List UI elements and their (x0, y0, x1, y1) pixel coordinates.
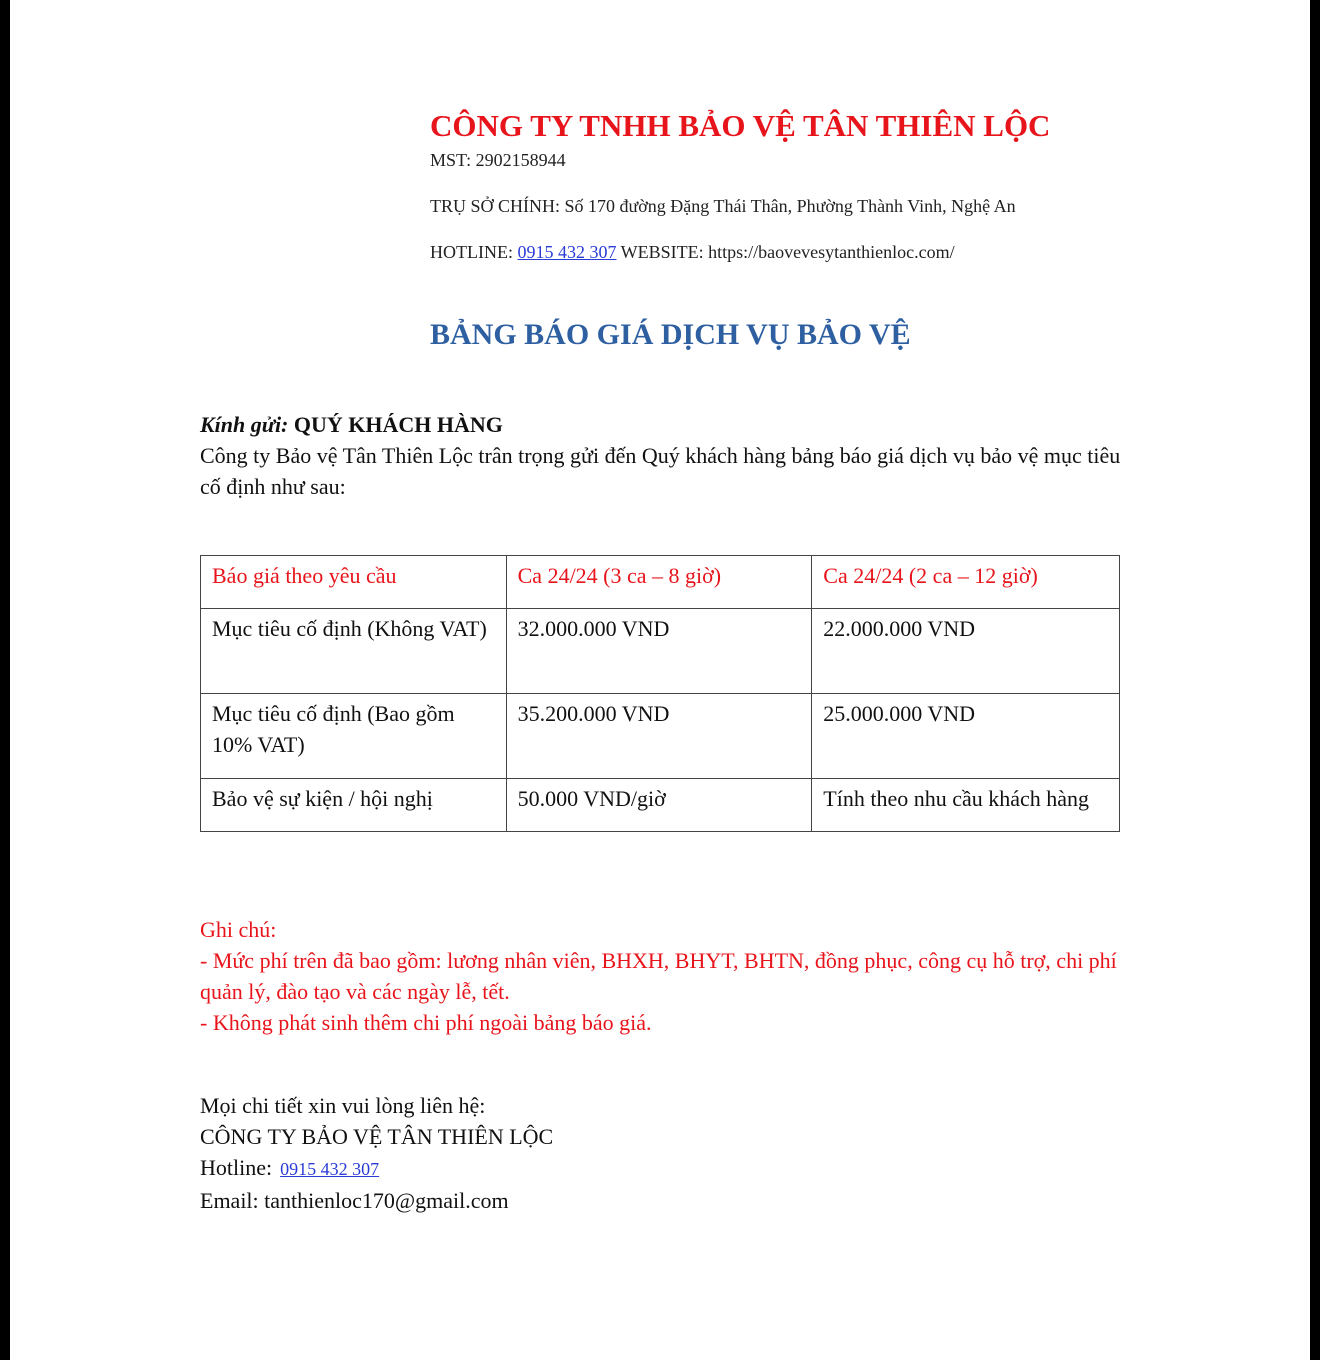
table-cell: 32.000.000 VND (506, 609, 812, 694)
table-header-cell: Ca 24/24 (2 ca – 12 giờ) (812, 556, 1120, 609)
table-cell: Tính theo nhu cầu khách hàng (812, 779, 1120, 832)
contact-email-value: tanthienloc170@gmail.com (264, 1188, 509, 1213)
contact-section (200, 1090, 553, 1216)
notes-section (200, 914, 1140, 1038)
greeting-label: Kính gửi: (200, 412, 289, 437)
table-row (201, 694, 1120, 779)
hotline-link[interactable]: 0915 432 307 (517, 242, 617, 262)
tax-code-label: MST: (430, 150, 472, 170)
contact-hotline-line (200, 1152, 553, 1185)
table-cell: 25.000.000 VND (812, 694, 1120, 779)
contact-hotline-link[interactable]: 0915 432 307 (280, 1159, 380, 1179)
table-cell: Mục tiêu cố định (Không VAT) (201, 609, 507, 694)
company-name: CÔNG TY TNHH BẢO VỆ TÂN THIÊN LỘC (430, 108, 1051, 143)
document-title: BẢNG BÁO GIÁ DỊCH VỤ BẢO VỆ (430, 318, 911, 351)
note-item: - Không phát sinh thêm chi phí ngoài bảng báo giá. (200, 1010, 652, 1035)
table-header-row (201, 556, 1120, 609)
contact-email-label: Email: (200, 1188, 259, 1213)
document-page (10, 0, 1310, 1360)
table-cell: 22.000.000 VND (812, 609, 1120, 694)
table-cell: Bảo vệ sự kiện / hội nghị (201, 779, 507, 832)
intro-paragraph: Công ty Bảo vệ Tân Thiên Lộc trân trọng gửi đến Quý khách hàng bảng báo giá dịch vụ bảo vệ mục tiêu cố định như sau: (200, 443, 1121, 499)
note-item: - Mức phí trên đã bao gồm: lương nhân viên, BHXH, BHYT, BHTN, đồng phục, công cụ hỗ trợ, chi phí quản lý, đào tạo và các ngày lễ, tết. (200, 948, 1117, 1004)
tax-code-value: 2902158944 (475, 150, 566, 170)
hotline-website-line (430, 242, 955, 263)
address-label: TRỤ SỞ CHÍNH: (430, 196, 561, 216)
contact-email-line (200, 1185, 553, 1216)
table-row (201, 779, 1120, 832)
website-value: https://baovevesytanthienloc.com/ (708, 242, 955, 262)
address-value: Số 170 đường Đặng Thái Thân, Phường Thành Vinh, Nghệ An (564, 196, 1016, 216)
website-label: WEBSITE: (620, 242, 704, 262)
greeting-recipient: QUÝ KHÁCH HÀNG (293, 412, 503, 437)
notes-title: Ghi chú: (200, 917, 277, 942)
hotline-label: HOTLINE: (430, 242, 513, 262)
table-cell: Mục tiêu cố định (Bao gồm 10% VAT) (201, 694, 507, 779)
tax-code-line (430, 150, 566, 171)
table-row (201, 609, 1120, 694)
table-cell: 50.000 VND/giờ (506, 779, 812, 832)
table-header-cell: Ca 24/24 (3 ca – 8 giờ) (506, 556, 812, 609)
contact-hotline-label: Hotline: (200, 1155, 273, 1180)
greeting (200, 412, 503, 438)
address-line (430, 196, 1016, 217)
contact-company: CÔNG TY BẢO VỆ TÂN THIÊN LỘC (200, 1124, 554, 1149)
price-table (200, 555, 1120, 832)
table-header-cell: Báo giá theo yêu cầu (201, 556, 507, 609)
contact-intro: Mọi chi tiết xin vui lòng liên hệ: (200, 1093, 486, 1118)
table-cell: 35.200.000 VND (506, 694, 812, 779)
